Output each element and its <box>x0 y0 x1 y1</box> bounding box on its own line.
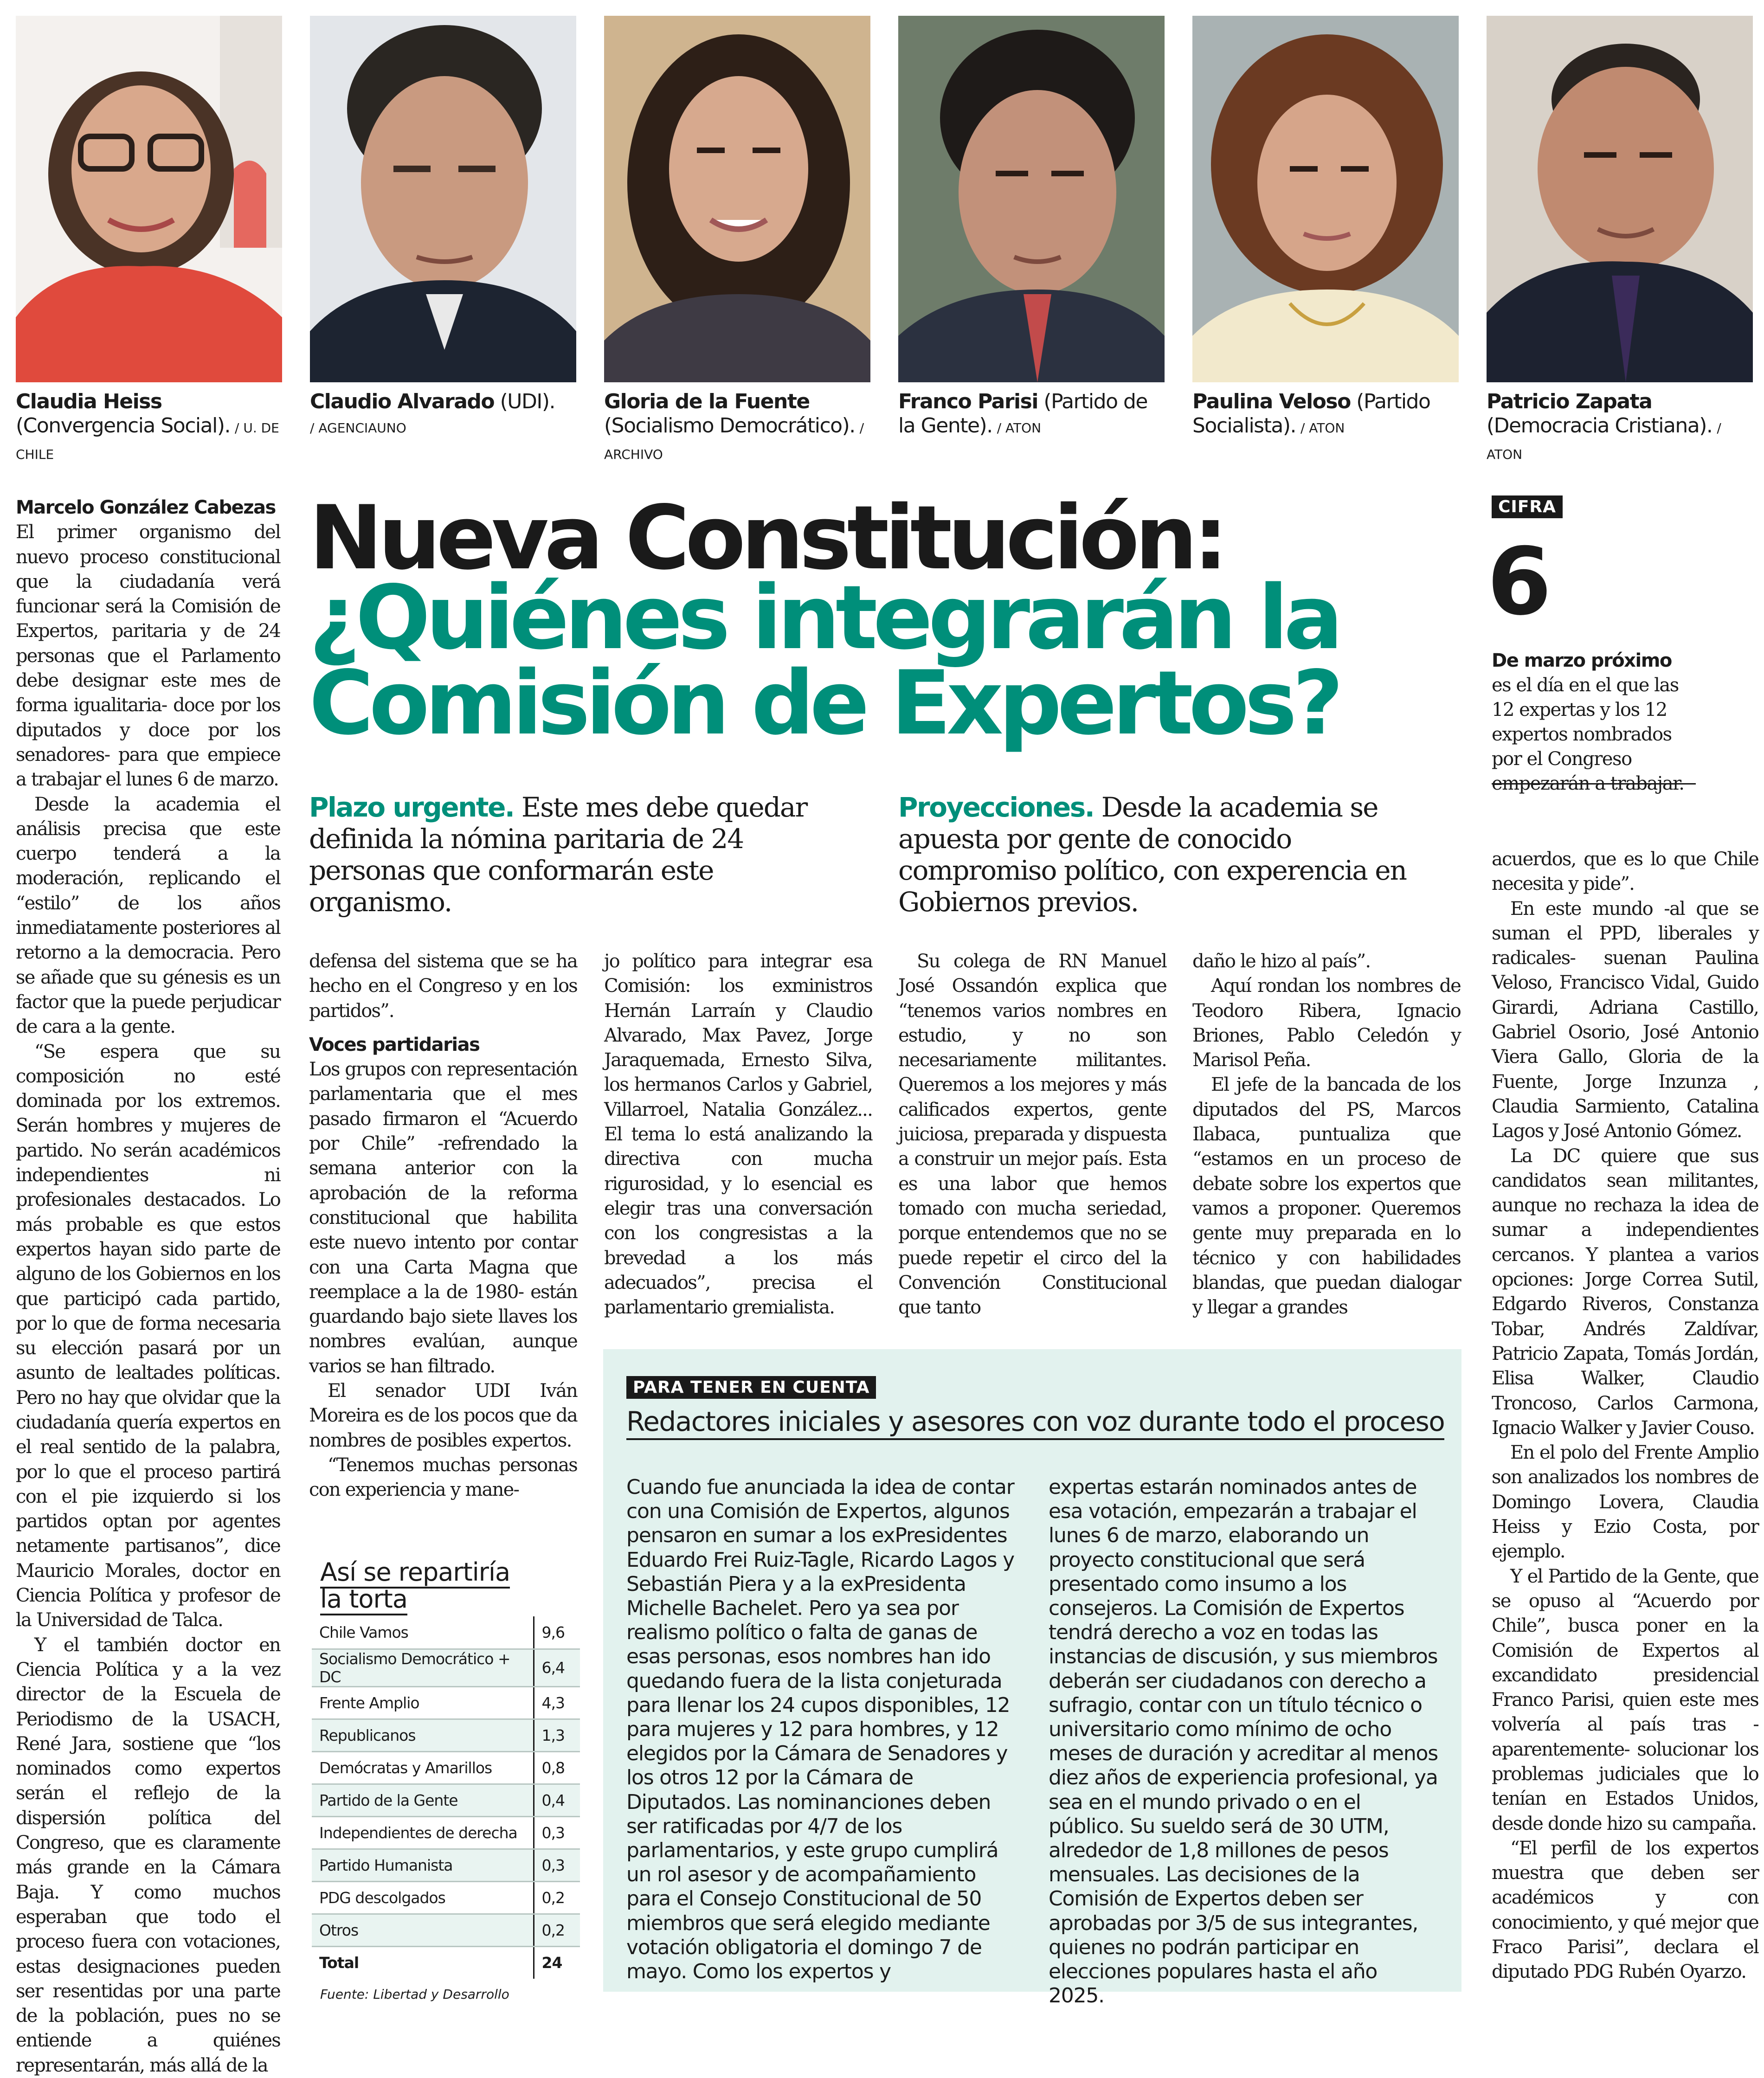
table-row <box>312 1616 580 1649</box>
table-row-total <box>312 1946 580 1979</box>
party-cell: Socialismo Democrático + DC <box>312 1649 534 1686</box>
cifra-tag: CIFRA <box>1492 495 1563 518</box>
value-cell: 0,3 <box>534 1849 580 1881</box>
paragraph: Su colega de RN Manuel José Ossandón explica que “tenemos varios nombres en estudio, y no son necesariamente militantes. Queremos a los mejores y más calificados expertos, gente juiciosa, preparada y dispuesta a construir un mejor país. Esta es una labor que hemos tomado con mucha seriedad, porque entendemos que no se puede repetir el circo del la Convención Constitucional que tanto <box>898 951 1166 1319</box>
caption-franco-parisi: Franco Parisi (Partido de la Gente). / ATON <box>898 390 1147 437</box>
headline-line-3-text: Comisión de Expertos? <box>309 652 1339 754</box>
paragraph: El jefe de la bancada de los diputados del PS, Marcos Ilabaca, puntualiza que “estamos en un proceso de debate sobre los expertos que vamos a proponer. Queremos gente muy preparada en lo técnico y con habilidades blandas, que puedan dialogar y llegar a grandes <box>1192 1074 1461 1319</box>
table-row <box>312 1751 580 1784</box>
table-row <box>312 1719 580 1751</box>
party-cell: Chile Vamos <box>312 1616 534 1649</box>
paragraph: “Tenemos muchas personas con experiencia y mane- <box>309 1454 577 1501</box>
caption-claudia-heiss: Claudia Heiss (Convergencia Social). / U. DE CHILE <box>16 390 279 462</box>
party-cell: Partido Humanista <box>312 1849 534 1881</box>
headline-line-2 <box>309 566 1339 754</box>
article-column-6 <box>1492 847 1758 1985</box>
article-column-1 <box>16 495 280 2078</box>
photo-claudio-alvarado <box>310 16 576 382</box>
table-row <box>312 1816 580 1849</box>
paragraph: Desde la academia el análisis precisa que este cuerpo tenderá a la moderación, replicando el “estilo” de los años inmediatamente posteriores al retorno a la democracia. Pero se añade que su génesis es un factor que la puede perjudicar de cara a la gente. <box>16 793 280 1038</box>
distribution-source: Fuente: Libertad y Desarrollo <box>320 1987 509 2002</box>
table-row <box>312 1784 580 1816</box>
table-row <box>312 1881 580 1914</box>
article-column-4 <box>898 949 1166 1320</box>
party-cell: Demócratas y Amarillos <box>312 1751 534 1784</box>
info-box-column-1: Cuando fue anunciada la idea de contar con una Comisión de Expertos, algunos pensaron en sumar a los exPresidentes Eduardo Frei Ruiz-Tagle, Ricardo Lagos y Sebastián Piera y a la exPresidenta Michelle Bachelet. Pero ya sea por realismo político o falta de ganas de esas personas, esos nombres han ido quedando fuera de la lista conjeturada para llenar los 24 cupos disponibles, 12 para mujeres y 12 para hombres, y 12 elegidos por la Cámara de Senadores y los otros 12 por la Cámara de Diputados. Las nominanciones deben ser ratificadas por 4/7 de los parlamentarios, y este grupo cumplirá un rol asesor y de acompañamiento para el Consejo Constitucional de 50 miembros que será elegido mediante votación obligatoria el domingo 7 de mayo. Como los expertos y <box>626 1475 1015 1984</box>
paragraph: Y el también doctor en Ciencia Política y a la vez director de la Escuela de Periodismo de la USACH, René Jara, sostiene que “los nominados como expertos serán el reflejo de la dispersión política del Congreso, que es claramente más grande en la Cámara Baja. Y como muchos esperaban que todo el proceso fuera con votaciones, estas designaciones pueden ser resentidas por una parte de la población, pues no se entiende a quiénes representarán, más allá de la <box>16 1634 280 2076</box>
distribution-table <box>312 1616 580 1979</box>
headline-line-1: Nueva Constitución: <box>309 487 1224 589</box>
deck-lead: Proyecciones. <box>898 791 1094 823</box>
table-row <box>312 1914 580 1946</box>
distribution-title-line: la torta <box>320 1584 407 1615</box>
byline: Marcelo González Cabezas <box>16 497 276 518</box>
deck-proyecciones <box>898 791 1450 918</box>
party-cell: Frente Amplio <box>312 1686 534 1719</box>
caption-gloria-de-la-fuente: Gloria de la Fuente (Socialismo Democrático). / ARCHIVO <box>604 390 864 462</box>
party-cell: Republicanos <box>312 1719 534 1751</box>
article-column-3 <box>604 949 872 1320</box>
article-column-5 <box>1192 949 1461 1320</box>
photo-claudia-heiss <box>16 16 282 382</box>
headline-line-2-text: ¿Quiénes integrarán la <box>309 566 1339 669</box>
paragraph: acuerdos, que es lo que Chile necesita y pide”. <box>1492 849 1758 895</box>
value-cell: 0,3 <box>534 1816 580 1849</box>
photo-paulina-veloso <box>1192 16 1459 382</box>
caption-claudio-alvarado: Claudio Alvarado (UDI). / AGENCIAUNO <box>310 390 555 436</box>
distribution-title <box>320 1559 510 1613</box>
party-cell: PDG descolgados <box>312 1881 534 1914</box>
caption-paulina-veloso: Paulina Veloso (Partido Socialista). / ATON <box>1192 390 1430 437</box>
info-box-headline: Redactores iniciales y asesores con voz durante todo el proceso <box>626 1405 1444 1440</box>
paragraph: defensa del sistema que se ha hecho en el Congreso y en los partidos”. <box>309 951 577 1022</box>
party-cell: Otros <box>312 1914 534 1946</box>
value-cell: 0,2 <box>534 1914 580 1946</box>
value-cell: 0,2 <box>534 1881 580 1914</box>
paragraph: La DC quiere que sus candidatos sean militantes, aunque no rechaza la idea de sumar a independientes cercanos. Y plantea a varios opciones: Jorge Correa Sutil, Edgardo Riveros, Constanza Tobar, Andrés Zaldívar, Patricio Zapata, Tomás Jordán, Elisa Walker, Claudio Troncoso, Carlos Carmona, Ignacio Walker y Javier Couso. <box>1492 1145 1758 1439</box>
cifra-text <box>1492 649 1696 796</box>
paragraph: daño le hizo al país”. <box>1192 951 1371 972</box>
cifra-divider <box>1492 783 1696 785</box>
article-column-2 <box>309 949 577 1503</box>
value-cell: 0,8 <box>534 1751 580 1784</box>
table-row <box>312 1686 580 1719</box>
value-cell: 9,6 <box>534 1616 580 1649</box>
paragraph: El primer organismo del nuevo proceso constitucional que la ciudadanía verá funcionar será la Comisión de Expertos, paritaria y de 24 personas que el Parlamento debe designar este mes de forma igualitaria- doce por los diputados y doce por los senadores- para que empiece a trabajar el lunes 6 de marzo. <box>16 521 280 791</box>
subheading-voces-partidarias: Voces partidarias <box>309 1034 480 1055</box>
party-cell: Total <box>312 1946 534 1979</box>
deck-lead: Plazo urgente. <box>309 791 514 823</box>
table-row <box>312 1649 580 1686</box>
paragraph: En este mundo -al que se suman el PPD, liberales y radicales- suenan Paulina Veloso, Francisco Vidal, Guido Girardi, Adriana Castillo, Gabriel Osorio, José Antonio Viera Gallo, Gloria de la Fuente, Jorge Inzunza , Claudia Sarmiento, Catalina Lagos y José Antonio Gómez. <box>1492 898 1758 1142</box>
info-box-tag: PARA TENER EN CUENTA <box>626 1376 876 1399</box>
paragraph: Y el Partido de la Gente, que se opuso al “Acuerdo por Chile”, busca poner en la Comisión de Expertos al excandidato presidencial Franco Parisi, quien este mes volvería al país tras -aparentemente- solucionar los problemas judiciales que lo tenían en Estados Unidos, desde donde hizo su campaña. <box>1492 1565 1758 1834</box>
cifra-number: 6 <box>1487 528 1549 636</box>
deck-plazo-urgente <box>309 791 861 918</box>
party-cell: Partido de la Gente <box>312 1784 534 1816</box>
info-box-column-2: expertas estarán nominados antes de esa votación, empezarán a trabajar el lunes 6 de marzo, elaborando un proyecto constitucional que será presentado como insumo a los consejeros. La Comisión de Expertos tendrá derecho a voz en todas las instancias de discusión, y sus miembros deberán ser ciudadanos con derecho a sufragio, contar con un título técnico o universitario como mínimo de ocho meses de duración y acreditar al menos diez años de experiencia profesional, ya sea en el mundo privado o en el público. Su sueldo será de 30 UTM, alrededor de 1,8 millones de pesos mensuales. Las decisiones de la Comisión de Expertos deben ser aprobadas por 3/5 de sus integrantes, quienes no podrán participar en elecciones populares hasta el año 2025. <box>1049 1475 1438 2008</box>
paragraph: “El perfil de los expertos muestra que deben ser académicos y con conocimiento, y qué mejor que Fraco Parisi”, declara el diputado PDG Rubén Oyarzo. <box>1492 1837 1758 1983</box>
party-cell: Independientes de derecha <box>312 1816 534 1849</box>
photo-patricio-zapata <box>1487 16 1753 382</box>
distribution-title-line: Así se repartiría <box>320 1557 510 1589</box>
deck-text: Desde la academia se apuesta por gente de conocido compromiso político, con experencia en Gobiernos previos. <box>898 791 1406 918</box>
photo-gloria-de-la-fuente <box>604 16 870 382</box>
value-cell: 4,3 <box>534 1686 580 1719</box>
value-cell: 1,3 <box>534 1719 580 1751</box>
paragraph: “Se espera que su composición no esté dominada por los extremos. Serán hombres y mujeres de partido. No serán académicos independientes ni profesionales destacados. Lo más probable es que estos expertos hayan sido parte de alguno de los Gobiernos en los que participó cada partido, por lo que de forma necesaria su elección pasará por un asunto de lealtades políticas. Pero no hay que olvidar que la ciudadanía quería expertos en el real sentido de la palabra, por lo que el proceso partirá con el pie izquierdo si los partidos optan por agentes netamente partisanos”, dice Mauricio Morales, doctor en Ciencia Política y profesor de la Universidad de Talca. <box>16 1041 280 1631</box>
value-cell: 24 <box>534 1946 580 1979</box>
cifra-body: es el día en el que las 12 expertas y los 12 expertos nombrados por el Congreso empezarán a trabajar. <box>1492 675 1684 794</box>
paragraph: En el polo del Frente Amplio son analizados los nombres de Domingo Lovera, Claudia Heiss y Ezio Costa, por ejemplo. <box>1492 1442 1758 1563</box>
info-box <box>603 1349 1461 2008</box>
paragraph: Los grupos con representación parlamentaria que el mes pasado firmaron el “Acuerdo por Chile” -refrendado la semana anterior con la aprobación de la reforma constitucional que habilita este nuevo intento por contar con una Carta Magna que reemplace a la de 1980- están guardando bajo siete llaves los nombres evalúan, aunque varios se han filtrado. <box>309 1059 577 1377</box>
paragraph: El senador UDI Iván Moreira es de los pocos que da nombres de posibles expertos. <box>309 1380 577 1451</box>
value-cell: 0,4 <box>534 1784 580 1816</box>
paragraph: jo político para integrar esa Comisión: los exministros Hernán Larraín y Claudio Alvarado, Max Pavez, Jorge Jaraquemada, Ernesto Silva, los hermanos Carlos y Gabriel, Villarroel, Natalia González... El tema lo está analizando la directiva con mucha rigurosidad, y lo esencial es elegir tras una conversación con los congresistas a la brevedad a los más adecuados”, precisa el parlamentario gremialista. <box>604 951 872 1319</box>
table-row <box>312 1849 580 1881</box>
deck-text: Este mes debe quedar definida la nómina paritaria de 24 personas que conformarán este organismo. <box>309 791 807 918</box>
photo-franco-parisi <box>898 16 1165 382</box>
value-cell: 6,4 <box>534 1649 580 1686</box>
cifra-lead: De marzo próximo <box>1492 650 1672 671</box>
paragraph: Aquí rondan los nombres de Teodoro Ribera, Ignacio Briones, Pablo Celedón y Marisol Peña. <box>1192 975 1461 1071</box>
caption-patricio-zapata: Patricio Zapata (Democracia Cristiana). / ATON <box>1487 390 1721 462</box>
